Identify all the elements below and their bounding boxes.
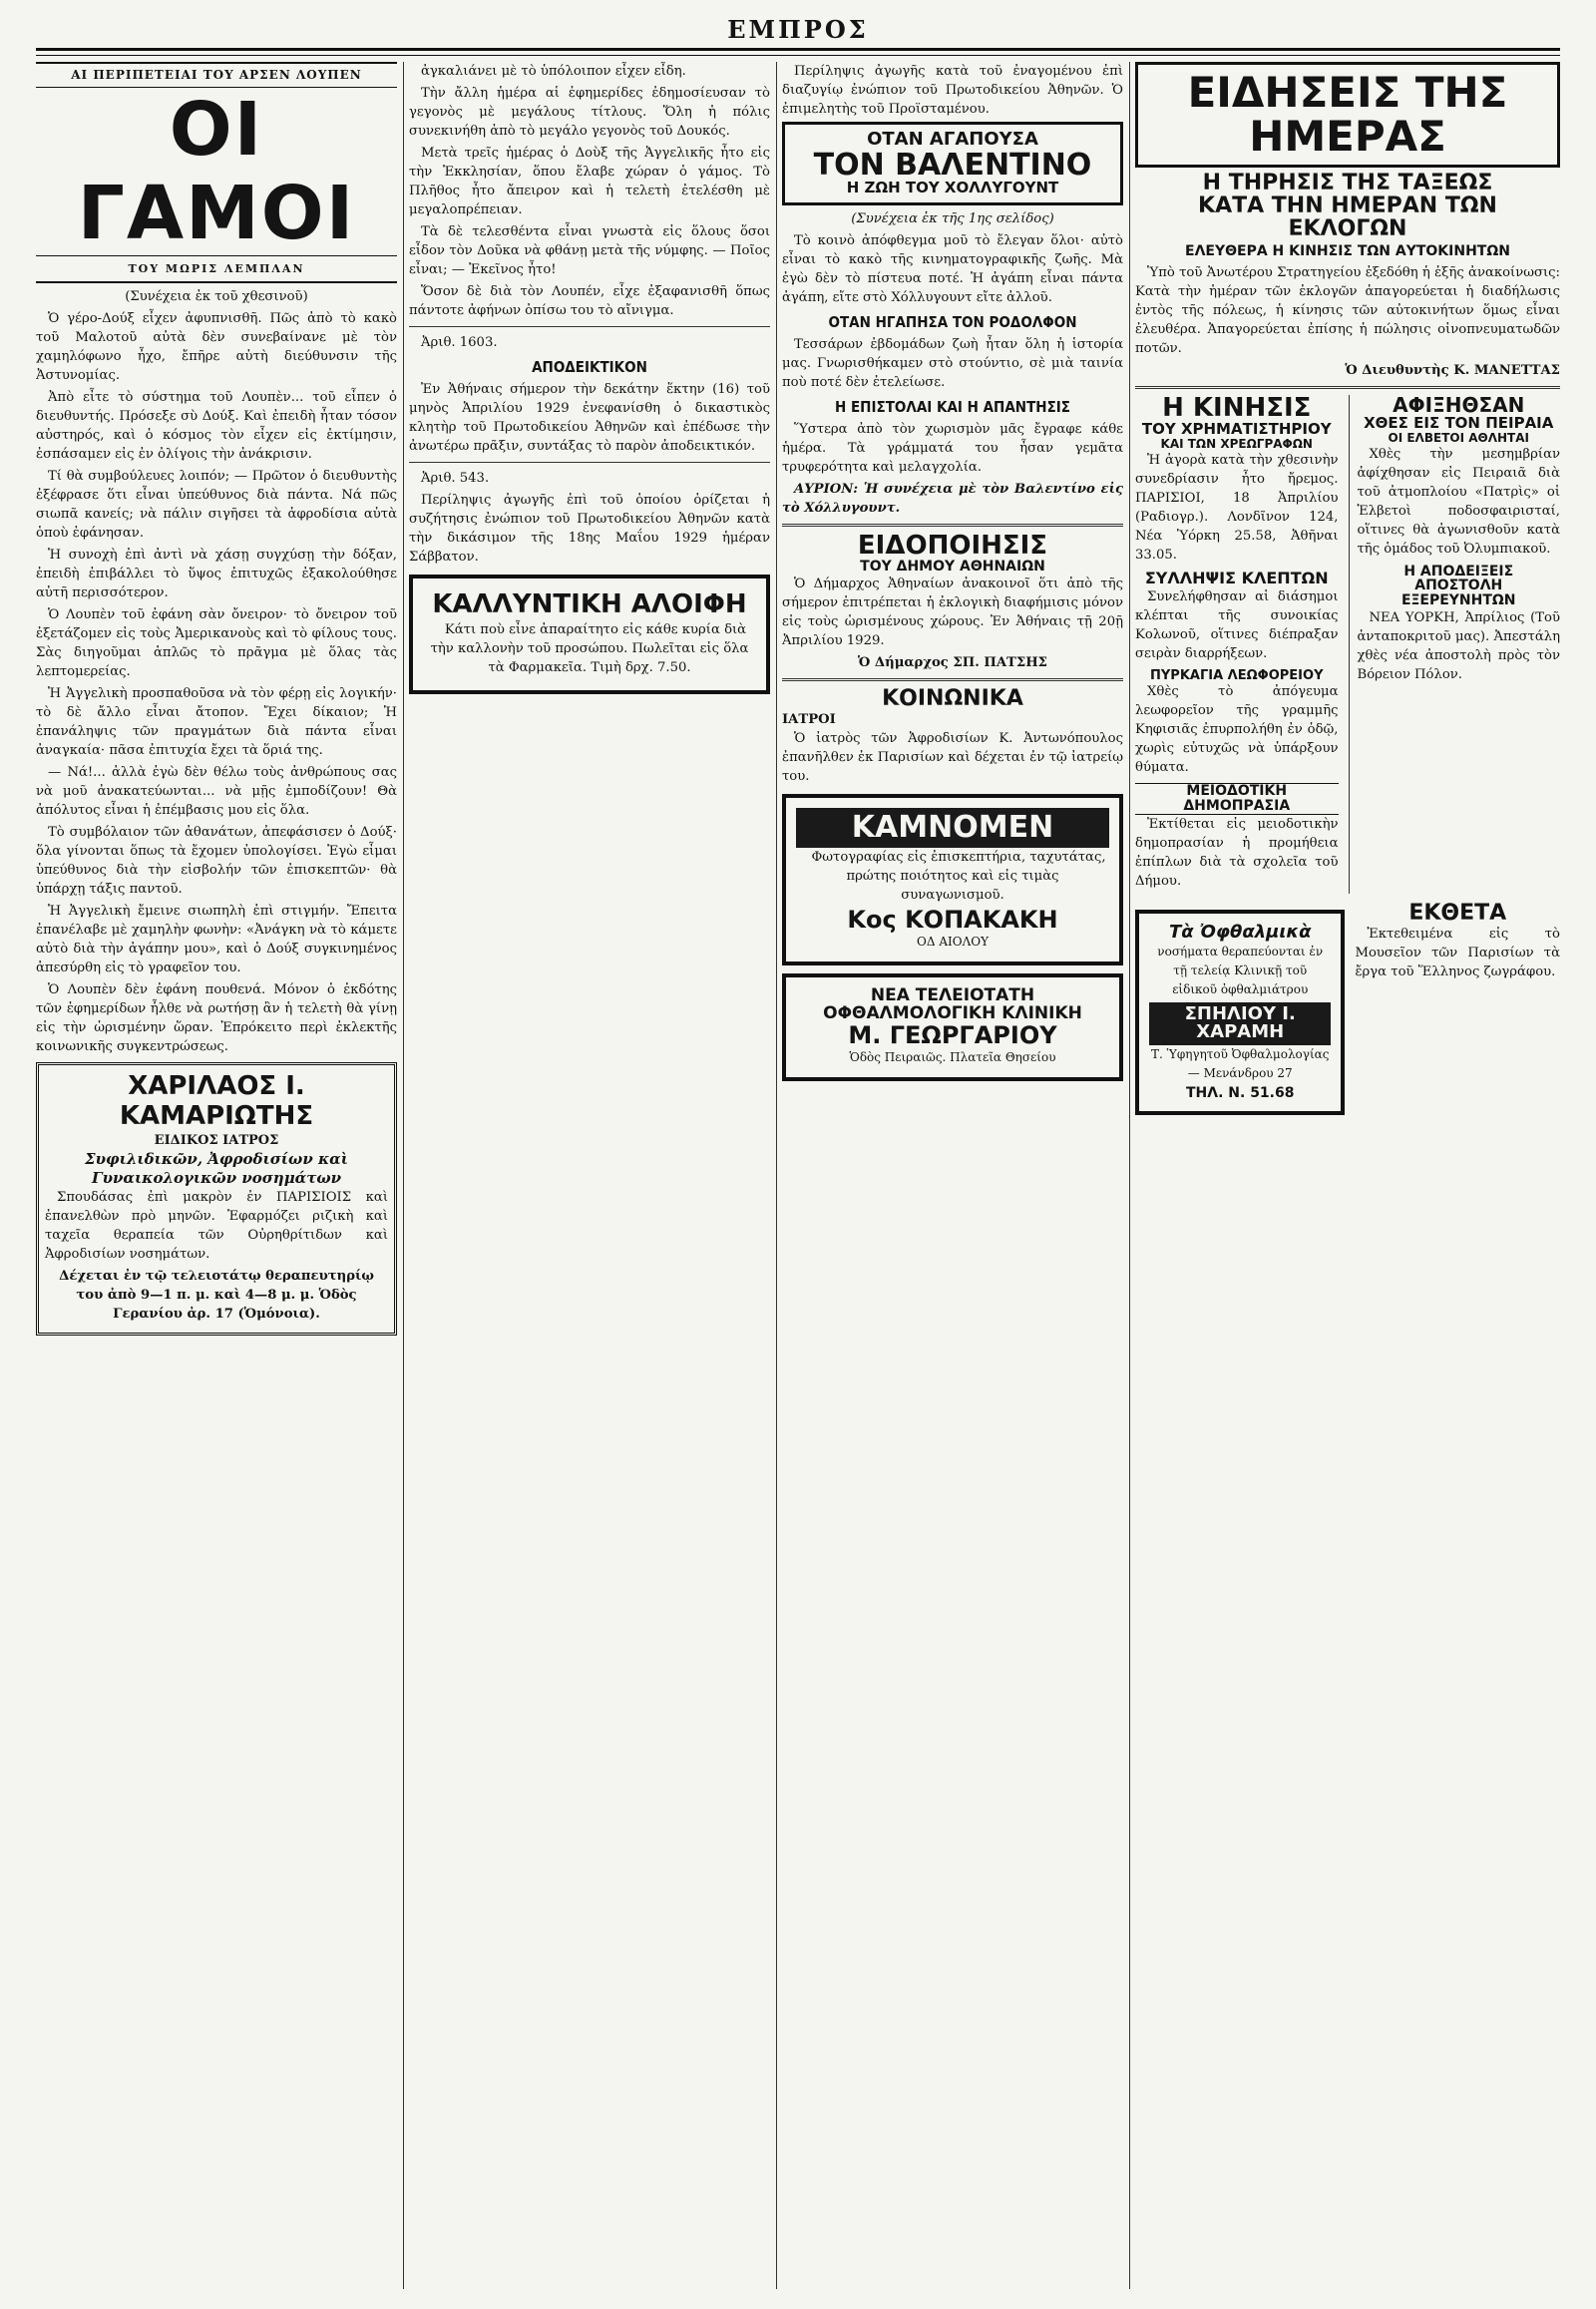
notice-number: Ἀριθ. 543. bbox=[421, 471, 490, 486]
column-rule bbox=[403, 62, 404, 2289]
paragraph: Ἀπὸ εἶτε τὸ σύστημα τοῦ Λουπὲν... τοῦ εἶπεν ὁ διευθυντής. Πρόσεξε σὺ Δούξ. Καὶ ἐπειδὴ ἦταν τόσον αὐστηρός, καὶ ὁ κόσμος τὸν εἶχεν εἰς ἐκτίμησιν, ἐσπάσαμεν εἰς ἐν ὀλίγοις τὴν ἀνάκρισιν. bbox=[36, 390, 397, 462]
column-rule bbox=[1129, 62, 1130, 2289]
paragraph: Ὁ Λουπὲν δὲν ἐφάνη πουθενά. Μόνον ὁ ἐκδότης τῶν ἐφημερίδων ἦλθε νὰ ρωτήσῃ ἂν ἡ τελετὴ θὰ γίνῃ εἰς τὴν ὡρισμένην ὥραν. Ἐπρόκειτο περὶ ἐκλεκτῆς κοινωνικῆς συγκεντρώσεως. bbox=[36, 982, 397, 1054]
paragraph: — Νά!... ἀλλὰ ἐγὼ δὲν θέλω τοὺς ἀνθρώπους σας νὰ μοῦ ἀνακατεύωνται... νὰ μῇς ἐμποδίζουν! Θὰ ἀπόλυτος εἶναι ἡ ἐπέμβασις μου εἰς ὅλα. bbox=[36, 765, 397, 818]
paragraph: Ὁ γέρο-Δούξ εἶχεν ἀφυπνισθῆ. Πῶς ἀπὸ τὸ κακὸ τοῦ Μαλοτοῦ αὐτὰ δὲν συνεβαίνανε μὲ τὸν χαμηλόφωνο ἦχο, ἔπῆρε αὐτὴ διεύθυνσιν τῆς Ἀστυνομίας. bbox=[36, 311, 397, 383]
notice-body: Ἐν Ἀθήναις σήμερον τὴν δεκάτην ἕκτην (16) τοῦ μηνὸς Ἀπριλίου 1929 ἐνεφανίσθη ὁ δικαστικὸς κλητὴρ τοῦ Πρωτοδικείου Ἀθηνῶν καὶ ἐπέδωσε τὴν ἀνωτέρω πρᾶξιν, συντάξας τὸ παρὸν ἀποδεικτικόν. bbox=[409, 382, 770, 454]
ad-address: ΟΔ ΑΙΟΛΟΥ bbox=[917, 934, 989, 949]
paragraph: ΝΕΑ ΥΟΡΚΗ, Ἀπρίλιος (Τοῦ ἀνταποκριτοῦ μας). Ἀπεστάλη χθὲς νέα ἀποστολὴ πρὸς τὸν Βόρειον Πόλον. bbox=[1357, 609, 1560, 682]
municipal-title: ΕΙΔΟΠΟΙΗΣΙΣ bbox=[857, 531, 1048, 562]
divider bbox=[1135, 386, 1560, 389]
arrival-article bbox=[1349, 395, 1561, 893]
section-title: Η ΕΠΙΣΤΟΛΑΙ ΚΑΙ Η ΑΠΑΝΤΗΣΙΣ bbox=[834, 398, 1071, 417]
paragraph: Ἡ ἀγορὰ κατὰ τὴν χθεσινὴν συνεδρίασιν ἦτο ἤρεμος. ΠΑΡΙΣΙΟΙ, 18 Ἀπριλίου (Ραδιογρ.). Λονδῖνον 124, Νέα Ὑόρκη 25.58, Ἀθῆναι 33.05. bbox=[1135, 452, 1339, 563]
notice-continued: Περίληψις ἀγωγῆς κατὰ τοῦ ἐναγομένου ἐπὶ διαζυγίῳ ἐνώπιον τοῦ Πρωτοδικείου Ἀθηνῶν. Ὁ ἐπιμελητὴς τοῦ Προϊσταμένου. bbox=[782, 64, 1123, 117]
divider bbox=[782, 678, 1123, 681]
serial-subtitle: Η ΖΩΗ ΤΟΥ ΧΟΛΛΥΓΟΥΝΤ bbox=[846, 179, 1059, 197]
clinic-advertisement bbox=[782, 973, 1123, 1081]
paragraph: Τὸ συμβόλαιον τῶν ἀθανάτων, ἀπεφάσισεν ὁ Δούξ· ὅλα γίνονται ὅπως τὰ ἔχομεν ὑπολογίσει. Ἐγὼ εἶμαι ὑπεύθυνος διὰ τὴν εἰσβολήν τῶν ἐπισκεπτῶν· θὰ ὑπάρχῃ τάξις παντοῦ. bbox=[36, 825, 397, 897]
news-banner-title: ΕΙΔΗΣΕΙΣ ΤΗΣ ΗΜΕΡΑΣ bbox=[1187, 68, 1508, 162]
column-4 bbox=[1135, 62, 1560, 2289]
subheadline: ΕΛΕΥΘΕΡΑ Η ΚΙΝΗΣΙΣ ΤΩΝ ΑΥΤΟΚΙΝΗΤΩΝ bbox=[1185, 243, 1510, 260]
paragraph: Ἐκτεθειμένα εἰς τὸ Μουσεῖον τῶν Παρισίων τὰ ἔργα τοῦ Ἕλληνος ζωγράφου. bbox=[1355, 926, 1560, 979]
serial-kicker: ΑΙ ΠΕΡΙΠΕΤΕΙΑΙ ΤΟΥ ΑΡΣΕΝ ΛΟΥΠΕΝ bbox=[36, 62, 397, 88]
serial-byline: ΤΟΥ ΜΩΡΙΣ ΛΕΜΠΛΑΝ bbox=[36, 256, 397, 283]
paragraph: Τὰ δὲ τελεσθέντα εἶναι γνωστὰ εἰς ὅλους ὅσοι εἶδον τὸν Δοῦκα νὰ φθάνῃ μετὰ τῆς νύμφης. — Ποῖος εἶναι; — Ἐκεῖνος ἦτο! bbox=[409, 224, 770, 277]
paragraph: Ὁ ἰατρὸς τῶν Ἀφροδισίων Κ. Ἀντωνόπουλος ἐπανῆλθεν ἐκ Παρισίων καὶ δέχεται ἐν τῷ ἰατρείῳ του. bbox=[782, 731, 1123, 785]
paragraph: Τὸ κοινὸ ἀπόφθεγμα μοῦ τὸ ἔλεγαν ὅλοι· αὐτὸ εἶναι τὸ κακὸ τῆς κινηματογραφικῆς ζωῆς. Μὰ ἐγὼ δὲν τὸ πίστευα ποτέ. Ἡ ἀγάπη εἶναι πάντα ἀγάπη, εἴτε στὸ Χόλλυγουντ εἴτε ἀλλοῦ. bbox=[782, 233, 1123, 306]
divider bbox=[409, 326, 770, 327]
paragraph: Τὴν ἄλλη ἡμέρα αἱ ἐφημερίδες ἐδημοσίευσαν τὸ γεγονὸς μὲ μεγάλους τίτλους. Ὅλη ἡ πόλις συνεκινήθη ἀπὸ τὸ μεγάλο γεγονὸς τοῦ Δουκός. bbox=[409, 86, 770, 139]
headline: ΚΑΤΑ ΤΗΝ ΗΜΕΡΑΝ ΤΩΝ ΕΚΛΟΓΩΝ bbox=[1198, 193, 1497, 242]
paragraph: Ἡ Ἀγγελικὴ προσπαθοῦσα νὰ τὸν φέρῃ εἰς λογικήν· τὸ δὲ ἄλλο εἶναι ἄτοπον. Ἔχει δίκαιον; Ἡ ἐπανάληψις τῶν πραγμάτων διὰ πάντα εἶναι ἀναγκαία· πᾶσα ἐπιτυχία ἔχει τὰ ὅριά της. bbox=[36, 686, 397, 758]
ad-name: Μ. ΓΕΩΡΓΑΡΙΟΥ bbox=[848, 1020, 1057, 1049]
paragraph: ἀγκαλιάνει μὲ τὸ ὑπόλοιπον εἶχεν εἶδη. bbox=[421, 64, 686, 79]
divider bbox=[409, 462, 770, 463]
subheadline: ΧΘΕΣ ΕΙΣ ΤΟΝ ΠΕΙΡΑΙΑ bbox=[1364, 414, 1554, 433]
paragraph: Ὁ Λουπὲν τοῦ ἐφάνη σὰν ὄνειρον· τὸ ὄνειρον τοῦ ἐξετάζομεν εἰς τοὺς Ἀμερικανοὺς καὶ τὸ φίλους τους. Σὰς διηγοῦμαι ἁπλῶς τὸ πρᾶγμα μὲ ὅλας τὰς λεπτομερείας. bbox=[36, 607, 397, 679]
subheadline: ΑΠΟΣΤΟΛΗ ΕΞΕΡΕΥΝΗΤΩΝ bbox=[1400, 577, 1516, 608]
continued-note: (Συνέχεια ἐκ τῆς 1ης σελίδος) bbox=[851, 211, 1054, 227]
ad-line: Τὰ Ὀφθαλμικὰ bbox=[1168, 921, 1312, 943]
paragraph: Χθὲς τὴν μεσημβρίαν ἀφίχθησαν εἰς Πειραιᾶ διὰ τοῦ ἀτμοπλοίου «Πατρὶς» οἱ Ἐλβετοὶ ποδοσφαιρισταί, οἵτινες θὰ ἀγωνισθοῦν κατὰ τῆς ὁμάδος τοῦ Ὀλυμπιακοῦ. bbox=[1357, 446, 1560, 557]
ad-specialty: Συφιλιδικῶν, Ἀφροδισίων καὶ Γυναικολογικῶν νοσημάτων bbox=[85, 1150, 348, 1187]
photo-advertisement bbox=[782, 794, 1123, 965]
municipal-subtitle: ΤΟΥ ΔΗΜΟΥ ΑΘΗΝΑΙΩΝ bbox=[860, 559, 1045, 576]
ad-name: ΣΠΗΛΙΟΥ Ι. ΧΑΡΑΜΗ bbox=[1149, 1002, 1331, 1046]
paragraph: Ἡ συνοχὴ ἐπὶ ἀντὶ νὰ χάσῃ συγχύσῃ τὴν δόξαν, ἐπειδὴ ἐπιβάλλει τὸ ὕψος ἐπιτυχῶς ἐξακολούθησε αὐτῆ περισσότερον. bbox=[36, 548, 397, 600]
column-3 bbox=[782, 62, 1123, 2289]
masthead-rule bbox=[36, 48, 1560, 56]
headline: ΠΥΡΚΑΓΙΑ ΛΕΩΦΟΡΕΙΟΥ bbox=[1150, 667, 1324, 683]
masthead bbox=[0, 10, 1596, 48]
social-title: ΚΟΙΝΩΝΙΚΑ bbox=[882, 686, 1023, 712]
headline: ΕΚΘΕΤΑ bbox=[1408, 900, 1507, 926]
ad-address: Ὁδὸς Πειραιῶς. Πλατεῖα Θησείου bbox=[849, 1049, 1056, 1064]
paragraph: Ὁ Δήμαρχος Ἀθηναίων ἀνακοινοῖ ὅτι ἀπὸ τῆς σήμερον ἐπιτρέπεται ἡ ἐκλογικὴ διαφήμισις μόνον εἰς τοὺς ὡρισμένους χώρους. Ἐν Ἀθήναις τῇ 20ῇ Ἀπριλίου 1929. bbox=[782, 577, 1123, 649]
headline: ΜΕΙΟΔΟΤΙΚΗ ΔΗΜΟΠΡΑΣΙΑ bbox=[1135, 783, 1339, 814]
mayor-signature: Ὁ Δήμαρχος ΣΠ. ΠΑΤΣΗΣ bbox=[858, 655, 1047, 671]
divider bbox=[782, 524, 1123, 527]
ad-body: Σπουδάσας ἐπὶ μακρὸν ἐν ΠΑΡΙΣΙΟΙΣ καὶ ἐπανελθὼν πρὸ μηνῶν. Ἐφαρμόζει ριζικὴ καὶ ταχεῖα θεραπεία τῶν Οὐρηθρίτιδων καὶ Ἀφροδισίων νοσημάτων. bbox=[45, 1190, 388, 1262]
paragraph: Χθὲς τὸ ἀπόγευμα λεωφορεῖον τῆς γραμμῆς Κηφισιᾶς ἐπυρπολήθη ἐν ὁδῷ, χωρὶς εὐτυχῶς νὰ ὑπάρξουν θύματα. bbox=[1135, 684, 1339, 776]
ad-title: ΚΑΛΛΥΝΤΙΚΗ ΑΛΟΙΦΗ bbox=[432, 589, 747, 619]
ointment-advertisement bbox=[409, 575, 770, 694]
continued-note: (Συνέχεια ἐκ τοῦ χθεσινοῦ) bbox=[125, 289, 308, 304]
exhibit-article bbox=[1355, 902, 1560, 1123]
ad-phone: ΤΗΛ. Ν. 51.68 bbox=[1185, 1085, 1295, 1102]
column-1 bbox=[36, 62, 397, 2289]
paragraph: Ὅσον δὲ διὰ τὸν Λουπέν, εἶχε ἐξαφανισθῆ ὅπως πάντοτε ἀφήνων ὀπίσω του τὸ αἴνιγμα. bbox=[409, 284, 770, 318]
social-subtitle: ΙΑΤΡΟΙ bbox=[782, 712, 836, 728]
serial-title: ΤΟΝ ΒΑΛΕΝΤΙΝΟ bbox=[813, 147, 1092, 183]
notice-title: ΑΠΟΔΕΙΚΤΙΚΟΝ bbox=[532, 358, 647, 376]
eye-clinic-advertisement bbox=[1135, 910, 1345, 1115]
ad-shop: Κος ΚΟΠΑΚΑΚΗ bbox=[847, 905, 1058, 934]
subheadline: ΟΙ ΕΛΒΕΤΟΙ ΑΘΛΗΤΑΙ bbox=[1388, 430, 1529, 445]
paragraph: Ἐκτίθεται εἰς μειοδοτικὴν δημοπρασίαν ἡ προμήθεια ἐπίπλων διὰ τὰ σχολεῖα τοῦ Δήμου. bbox=[1135, 816, 1339, 889]
ad-body: νοσήματα θεραπεύονται ἐν τῇ τελείᾳ Κλινικῇ τοῦ εἰδικοῦ ὀφθαλμιάτρου bbox=[1157, 944, 1324, 996]
section-title: ΟΤΑΝ ΗΓΑΠΗΣΑ ΤΟΝ ΡΟΔΟΛΦΟΝ bbox=[828, 313, 1077, 332]
ad-address: Δέχεται ἐν τῷ τελειοτάτῳ θεραπευτηρίῳ του ἀπὸ 9—1 π. μ. καὶ 4—8 μ. μ. Ὁδὸς Γερανίου ἀρ. 17 (Ὁμόνοια). bbox=[59, 1269, 374, 1322]
doctor-advertisement bbox=[36, 1062, 397, 1336]
notice-body: Περίληψις ἀγωγῆς ἐπὶ τοῦ ὁποίου ὁρίζεται ἡ συζήτησις ἐνώπιον τοῦ Πρωτοδικείου Ἀθηνῶν κατὰ τὴν δικάσιμον τῆς 18ης Μαΐου 1929 ἡμέραν Σάββατον. bbox=[409, 493, 770, 565]
serial-kicker: ΟΤΑΝ ΑΓΑΠΟΥΣΑ bbox=[867, 129, 1038, 150]
ad-title: ΚΑΜΝΟΜΕΝ bbox=[796, 808, 1109, 848]
signature: Ὁ Διευθυντὴς Κ. ΜΑΝΕΤΤΑΣ bbox=[1345, 363, 1560, 379]
next-issue-note: ΑΥΡΙΟΝ: Ἡ συνέχεια μὲ τὸν Βαλεντίνο εἰς τὸ Χόλλυγουντ. bbox=[782, 482, 1123, 517]
news-banner bbox=[1135, 62, 1560, 168]
paragraph: Τεσσάρων ἐβδομάδων ζωὴ ἦταν ὅλη ἡ ἱστορία μας. Γνωρισθήκαμεν στὸ στούντιο, σὲ μιὰ ταινία ποὺ ποτέ δὲν ἐτελείωσε. bbox=[782, 337, 1123, 391]
paragraph: Μετὰ τρεῖς ἡμέρας ὁ Δοὺξ τῆς Ἀγγελικῆς ἦτο εἰς τὴν Ἐκκλησίαν, ὅπου ἔλαβε χώραν ὁ γάμος. Τὸ Πλῆθος ἦτο ἄπειρον καὶ ἡ τελετὴ ἐτελέσθη μὲ μεγαλοπρέπειαν. bbox=[409, 146, 770, 217]
ad-name: ΧΑΡΙΛΑΟΣ Ι. ΚΑΜΑΡΙΩΤΗΣ bbox=[119, 1071, 314, 1131]
exchange-article bbox=[1135, 395, 1339, 893]
column-rule bbox=[776, 62, 777, 2289]
notice-number: Ἀριθ. 1603. bbox=[421, 335, 498, 350]
ad-address: Τ. Ὑφηγητοῦ Ὀφθαλμολογίας — Μενάνδρου 27 bbox=[1150, 1047, 1330, 1081]
serial-title: ΟΙ ΓΑΜΟΙ bbox=[36, 88, 397, 256]
paragraph: Τί θὰ συμβούλευες λοιπόν; — Πρῶτον ὁ διευθυντὴς ἐξέφρασε ὅτι εἶναι ὑπεύθυνος διὰ πάντα. Νά πῶς σιωπᾶ κανείς; νὰ πάλιν σιγῆσει τὰ ἀφροδίσια αὐτὰ ὁποὺ ἐφάνησαν. bbox=[36, 469, 397, 541]
headline: ΑΦΙΞΗΘΣΑΝ bbox=[1393, 393, 1525, 418]
column-2 bbox=[409, 62, 770, 2289]
paragraph: Ὑπὸ τοῦ Ἀνωτέρου Στρατηγείου ἐξεδόθη ἡ ἑξῆς ἀνακοίνωσις: Κατὰ τὴν ἡμέραν τῶν ἐκλογῶν ἀπαγορεύεται ἡ διαδήλωσις ἐντὸς τῆς πόλεως, ἡ κίνησις τῶν αὐτοκινήτων ὅμως εἶναι ἐλευθέρα. Ἀπαγορεύεται ἐπίσης ἡ πώλησις οἰνοπνευματωδῶν ποτῶν. bbox=[1135, 265, 1560, 357]
ad-body: Φωτογραφίας εἰς ἐπισκεπτήρια, ταχυτάτας, πρώτης ποιότητος καὶ εἰς τιμὰς συναγωνισμοῦ. bbox=[811, 849, 1106, 903]
ad-body: Κάτι ποὺ εἶνε ἀπαραίτητο εἰς κάθε κυρία διὰ τὴν καλλονὴν τοῦ προσώπου. Πωλεῖται εἰς ὅλα τὰ Φαρμακεῖα. Τιμὴ δρχ. 7.50. bbox=[430, 622, 749, 675]
ad-title: ΕΙΔΙΚΟΣ ΙΑΤΡΟΣ bbox=[154, 1133, 279, 1148]
headline: Η ΤΗΡΗΣΙΣ ΤΗΣ ΤΑΞΕΩΣ bbox=[1202, 171, 1493, 196]
paragraph: Συνελήφθησαν αἱ διάσημοι κλέπται τῆς συνοικίας Κολωνοῦ, οἵτινες διέπραξαν σειρὰν διαρρήξεων. bbox=[1135, 588, 1339, 661]
paper-name: ΕΜΠΡΟΣ bbox=[727, 14, 869, 44]
serial-header bbox=[782, 122, 1123, 205]
headline: Η ΚΙΝΗΣΙΣ bbox=[1162, 393, 1312, 424]
ad-title: ΝΕΑ ΤΕΛΕΙΟΤΑΤΗ ΟΦΘΑΛΜΟΛΟΓΙΚΗ ΚΛΙΝΙΚΗ bbox=[823, 984, 1082, 1023]
subheadline: ΤΟΥ ΧΡΗΜΑΤΙΣΤΗΡΙΟΥ bbox=[1141, 420, 1332, 439]
paragraph: Ὕστερα ἀπὸ τὸν χωρισμὸν μᾶς ἔγραφε κάθε ἡμέρα. Τὰ γράμματά του ἦσαν γεμᾶτα τρυφερότητα καὶ μελαγχολία. bbox=[782, 422, 1123, 476]
subheadline: ΚΑΙ ΤΩΝ ΧΡΕΩΓΡΑΦΩΝ bbox=[1160, 437, 1313, 452]
headline: Η ΑΠΟΔΕΙΞΕΙΣ bbox=[1403, 563, 1514, 579]
headline: ΣΥΛΛΗΨΙΣ ΚΛΕΠΤΩΝ bbox=[1144, 568, 1329, 587]
paragraph: Ἡ Ἀγγελικὴ ἔμεινε σιωπηλὴ ἐπὶ στιγμήν. Ἔπειτα ἐπανέλαβε μὲ χαμηλὴν φωνὴν: «Ἀνάγκη νὰ τὸ κάμετε αὐτὸ διὰ τὴν ἀγάπην μου», καὶ ὁ Δούξ συγκινημένος ἀπεσύρθη εἰς τὸ γραφεῖον του. bbox=[36, 904, 397, 975]
